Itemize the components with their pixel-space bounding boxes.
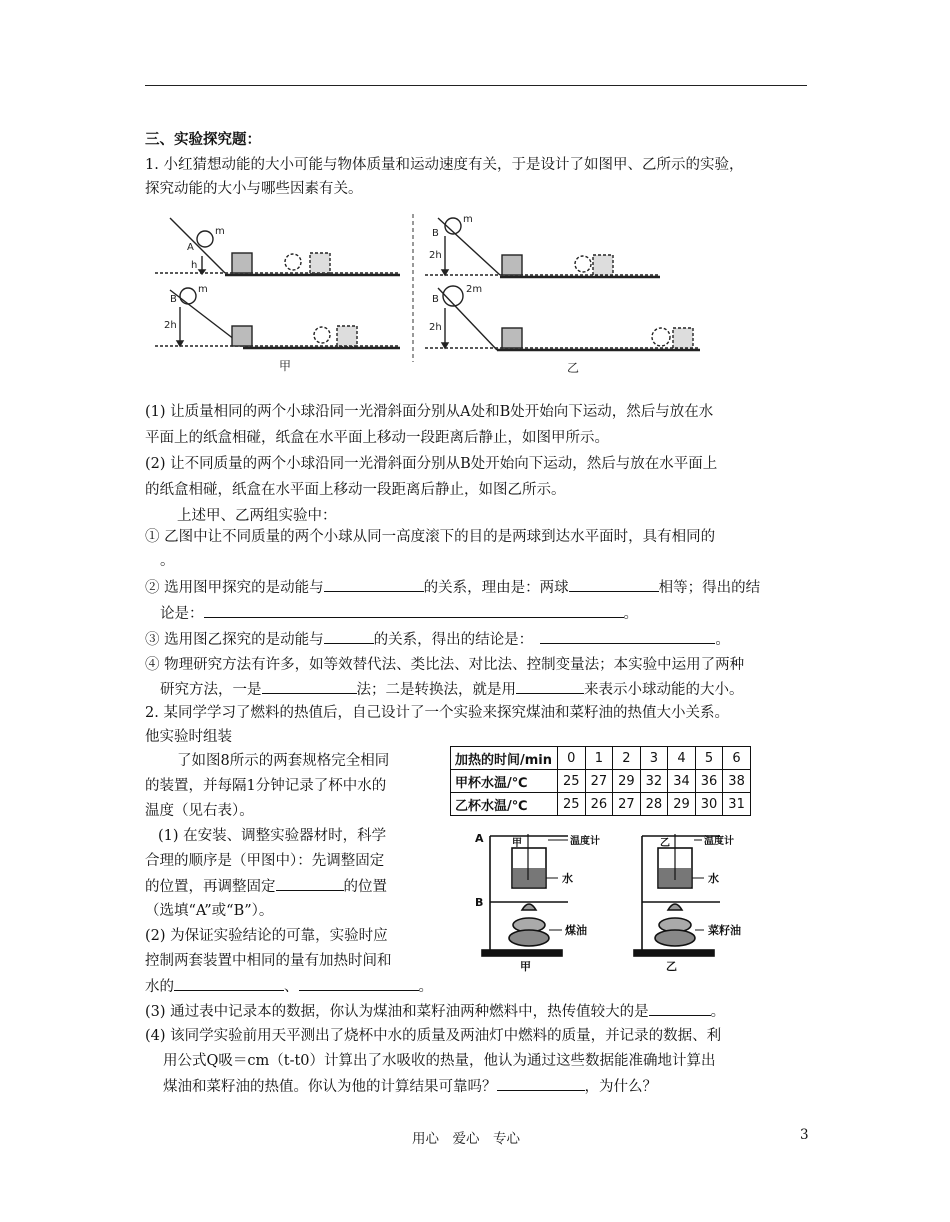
fig2-rapeseed-oil: 菜籽油	[708, 924, 741, 937]
answer-blank[interactable]	[516, 679, 584, 694]
table-cell: 2	[613, 747, 641, 770]
temperature-table	[450, 746, 751, 816]
fig2-beaker-jia: 甲	[512, 838, 522, 849]
label-B-yi-2: B	[432, 294, 439, 305]
label-A-jia: A	[187, 242, 194, 253]
q1-s4b-line	[160, 679, 744, 700]
fig2-caption-jia: 甲	[520, 960, 531, 973]
answer-blank[interactable]	[174, 976, 284, 991]
table-cell: 29	[613, 770, 641, 793]
table-cell: 36	[695, 770, 723, 793]
table-cell: 25	[558, 770, 586, 793]
table-row-label: 甲杯水温/℃	[451, 770, 558, 793]
answer-blank[interactable]	[324, 629, 374, 644]
q2-line1: 2. 某同学学习了燃料的热值后，自己设计了一个实验来探究煤油和菜籽油的热值大小关系。	[145, 705, 729, 721]
fig2-label-A: A	[475, 832, 484, 845]
label-2h-yi-1: 2h	[429, 250, 442, 261]
q1-s2-mid: 的关系，理由是：两球	[423, 580, 569, 596]
q1-s4b-pre: 研究方法，一是	[160, 682, 262, 698]
q2-l12-pre: 水的	[145, 979, 174, 995]
table-cell: 26	[585, 793, 613, 816]
q1-intro: 上述甲、乙两组实验中：	[177, 508, 337, 524]
answer-blank[interactable]	[204, 603, 624, 618]
table-cell: 30	[695, 793, 723, 816]
q1-s3-mid: 的关系，得出的结论是：	[373, 632, 526, 648]
q1-s2b-line	[160, 603, 638, 624]
table-cell: 32	[640, 770, 668, 793]
heating-apparatus-figure	[470, 830, 800, 975]
q1-s1a: ① 乙图中让不同质量的两个小球从同一高度滚下的目的是两球到达水平面时，具有相同的	[145, 529, 716, 545]
header-rule	[145, 85, 807, 86]
table-cell: 31	[723, 793, 751, 816]
answer-blank[interactable]	[649, 1001, 711, 1016]
table-cell: 27	[585, 770, 613, 793]
q2-l16-line	[163, 1076, 657, 1097]
q2-l8-line	[145, 876, 387, 897]
q2-l12-line	[145, 976, 433, 997]
table-row-label: 乙杯水温/℃	[451, 793, 558, 816]
q2-l12-end: 。	[418, 979, 433, 995]
q2-l10: (2) 为保证实验结论的可靠，实验时应	[145, 928, 388, 944]
fig2-thermometer-1: 温度计	[570, 836, 600, 847]
q1-line2: 探究动能的大小与哪些因素有关。	[145, 181, 363, 197]
label-m-3: m	[463, 214, 473, 225]
q1-s2b-pre: 论是：	[160, 606, 204, 622]
label-h: h	[191, 260, 198, 271]
table-cell: 29	[668, 793, 696, 816]
table-cell: 25	[558, 793, 586, 816]
q2-l13-line	[145, 1001, 725, 1022]
q1-p2b: 的纸盒相碰，纸盒在水平面上移动一段距离后静止，如图乙所示。	[145, 482, 566, 498]
q1-p1b: 平面上的纸盒相碰，纸盒在水平面上移动一段距离后静止，如图甲所示。	[145, 430, 609, 446]
q2-l13-pre: (3) 通过表中记录本的数据，你认为煤油和菜籽油两种燃料中，热传值较大的是	[145, 1004, 649, 1020]
label-2h-jia: 2h	[164, 320, 177, 331]
q2-l9: （选填“A”或“B”）。	[145, 903, 274, 919]
table-row	[451, 747, 751, 770]
paper-box	[232, 253, 252, 273]
table-cell: 5	[695, 747, 723, 770]
q2-l14: (4) 该同学实验前用天平测出了烧杯中水的质量及两油灯中燃料的质量，并记录的数据、利	[145, 1028, 722, 1044]
label-B-jia: B	[170, 294, 177, 305]
table-cell: 3	[640, 747, 668, 770]
page-number: 3	[800, 1127, 809, 1143]
footer-motto: 用心 爱心 专心	[412, 1131, 520, 1147]
q1-s2b-end: 。	[623, 606, 638, 622]
section-title: 三、实验探究题：	[145, 132, 261, 148]
q2-line2: 他实验时组装	[145, 729, 232, 745]
table-row	[451, 793, 751, 816]
q1-s2-line	[145, 577, 760, 598]
fig2-kerosene: 煤油	[565, 924, 587, 937]
table-cell: 0	[558, 747, 586, 770]
table-cell: 38	[723, 770, 751, 793]
q2-l5: 温度（见右表）。	[145, 803, 254, 819]
table-cell: 1	[585, 747, 613, 770]
answer-blank[interactable]	[276, 876, 344, 891]
caption-jia: 甲	[279, 359, 292, 373]
label-m-1: m	[215, 226, 225, 237]
figure-jia	[155, 218, 400, 348]
table-cell: 28	[640, 793, 668, 816]
answer-blank[interactable]	[299, 976, 419, 991]
q1-s2-end: 相等；得出的结	[658, 580, 761, 596]
table-cell: 27	[613, 793, 641, 816]
q1-s3-end: 。	[715, 632, 730, 648]
q2-l15: 用公式Q吸＝cm（t-t0）计算出了水吸收的热量，他认为通过这些数据能准确地计算出	[163, 1053, 716, 1069]
fig2-water-1: 水	[562, 872, 573, 885]
q2-l16-pre: 煤油和菜籽油的热值。你认为他的计算结果可靠吗？	[163, 1079, 497, 1095]
q1-s3-pre: ③ 选用图乙探究的是动能与	[145, 632, 324, 648]
table-cell: 34	[668, 770, 696, 793]
q2-l16-end: ，为什么？	[584, 1079, 657, 1095]
q1-s2-pre: ② 选用图甲探究的是动能与	[145, 580, 324, 596]
ball	[197, 231, 213, 247]
q2-l4: 的装置，并每隔1分钟记录了杯中水的	[145, 778, 387, 794]
fig2-caption-yi: 乙	[666, 960, 677, 973]
q1-s3-line	[145, 629, 730, 650]
answer-blank[interactable]	[540, 629, 715, 644]
q1-s1b: 。	[160, 553, 175, 569]
table-header-label: 加热的时间/min	[451, 747, 558, 770]
q1-s4b-mid: 法；二是转换法，就是用	[356, 682, 516, 698]
q2-l13-end: 。	[710, 1004, 726, 1020]
answer-blank[interactable]	[569, 577, 659, 592]
q1-p2a: (2) 让不同质量的两个小球沿同一光滑斜面分别从B处开始向下运动，然后与放在水平面上	[145, 456, 718, 472]
answer-blank[interactable]	[262, 679, 357, 694]
table-row	[451, 770, 751, 793]
kinetic-energy-figure	[155, 212, 805, 382]
q1-s4b-end: 来表示小球动能的大小。	[584, 682, 744, 698]
q1-line1: 1. 小红猜想动能的大小可能与物体质量和运动速度有关，于是设计了如图甲、乙所示的实验，	[145, 157, 744, 173]
label-m-2: m	[198, 284, 208, 295]
q2-l7: 合理的顺序是（甲图中）：先调整固定	[145, 853, 385, 869]
q1-p1a: (1) 让质量相同的两个小球沿同一光滑斜面分别从A处和B处开始向下运动，然后与放在水	[145, 404, 714, 420]
fig2-water-2: 水	[708, 872, 719, 885]
answer-blank[interactable]	[324, 577, 424, 592]
q2-l3: 了如图8所示的两套规格完全相同	[177, 753, 390, 769]
fig2-beaker-yi: 乙	[660, 838, 670, 849]
fig2-thermometer-2: 温度计	[704, 836, 734, 847]
answer-blank[interactable]	[497, 1076, 585, 1091]
q2-l12-mid: 、	[284, 979, 299, 995]
label-2h-yi-2: 2h	[429, 322, 442, 333]
q1-s4a: ④ 物理研究方法有许多，如等效替代法、类比法、对比法、控制变量法；本实验中运用了两种	[145, 657, 745, 673]
q2-l8-pre: 的位置，再调整固定	[145, 879, 276, 895]
table-cell: 6	[723, 747, 751, 770]
table-cell: 4	[668, 747, 696, 770]
caption-yi: 乙	[567, 361, 580, 375]
q2-l6: (1) 在安装、调整实验器材时，科学	[158, 828, 387, 844]
label-2m: 2m	[466, 284, 483, 295]
q2-l11: 控制两套装置中相同的量有加热时间和	[145, 953, 392, 969]
label-B-yi-1: B	[432, 228, 439, 239]
fig2-label-B: B	[475, 896, 484, 909]
q2-l8-end: 的位置	[343, 879, 387, 895]
